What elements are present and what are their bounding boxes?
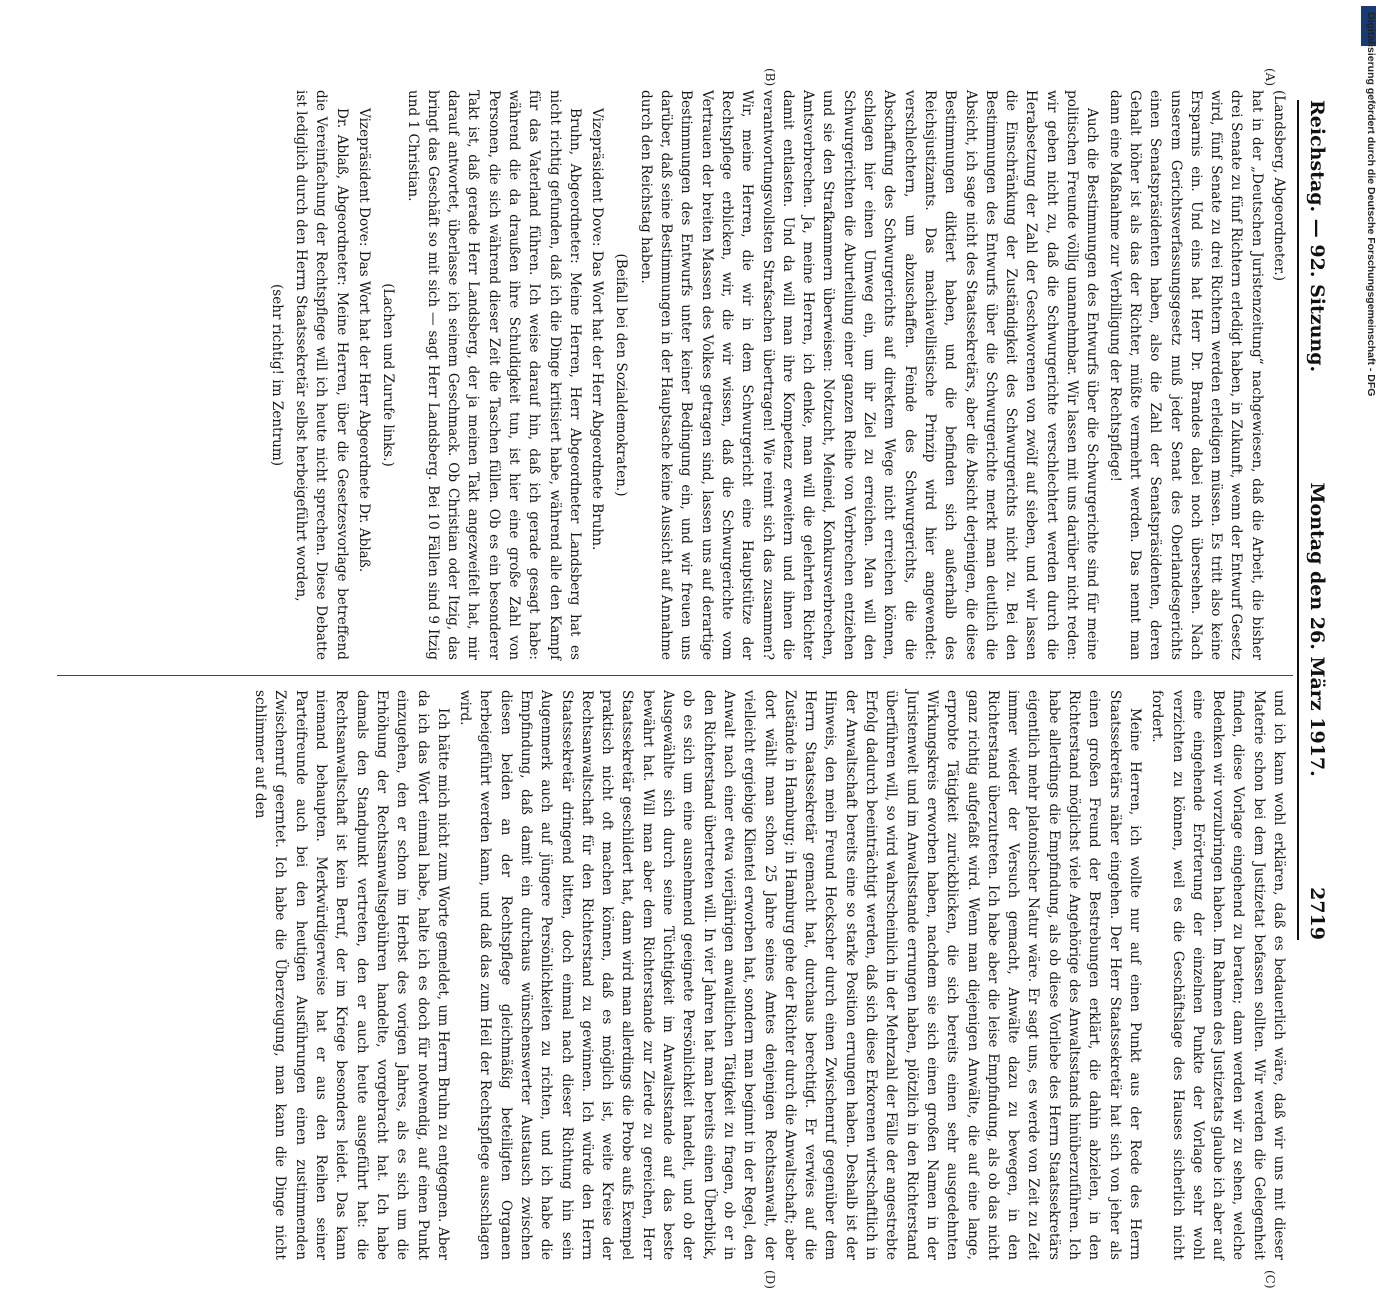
- paragraph: Meine Herren, ich wollte nur auf einen Punkt aus der Rede des Herrn Staatssekretärs näher eingehen. Der Herr Staatssekretär hat sich von jeher als einen großen Freund der Bestrebungen erklärt, die dahin abzielen, in den Richterstand möglichst viele Angehörige des Anwaltsstands hinüberzuführen. Ich habe allerdings die Empfindung, als ob diese Vorliebe des Herrn Staatssekretärs eigentlich mehr platonischer Natur wäre. Er sagt uns, es werde von Zeit zu Zeit immer wieder der Versuch gemacht, Anwälte dazu zu bewegen, in den Richterstand überzutreten. Ich habe aber die leise Empfindung, als ob das nicht ganz richtig aufgefaßt wird. Wenn man diejenigen Anwälte, die auf eine lange, erprobte Tätigkeit zurückblicken, die sich bereits einen sehr ausgedehnten Wirkungskreis erworben haben, nachdem sie sich einen großen Namen in der Juristenwelt und im Anwaltsstande errungen haben, plötzlich in den Richterstand überführen will, so wird wahrscheinlich in der Mehrzahl der Fälle der angestrebte Erfolg dadurch beeinträchtigt werden, daß sich diese Erkorenen wirtschaftlich in der Anwaltschaft bereits eine so starke Position errungen haben. Deshalb ist der Hinweis, den mein Freund Heckscher durch einen Zwischenruf gegenüber dem Herrn Staatssekretär gemacht hat, durchaus berechtigt. Er verwies auf die Zustände in Hamburg; in Hamburg gehe der Richter durch die Anwaltschaft; aber dort wählt man schon 25 Jahre seines Amtes denjenigen Rechtsanwalt, der vielleicht ergiebige Klientel erworben hat, sondern man beginnt in der Regel, den Anwalt nach einer etwa vierjährigen anwaltlichen Tätigkeit zu fragen, ob er in den Richterstand übertreten will. In vier Jahren hat man bereits einen Überblick, ob es sich um eine ausnehmend geeignete Persönlichkeit handelt, und ob der Ausgewählte sich durch seine Tüchtigkeit im Anwaltsstande auf das beste bewährt hat. Will man aber dem Richterstande zur Zierde zu gereichen, Herr Staatssekretär geschildert hat, dann wird man allerdings die Probe aufs Exempel praktisch nicht oft machen können, daß es möglich ist, weite Kreise der Rechtsanwaltschaft für den Richterstand zu gewinnen. Ich würde den Herrn Staatssekretär dringend bitten, doch einmal nach dieser Richtung hin sein Augenmerk auch auf jüngere Persönlichkeiten zu richten, und ich habe die Empfindung, daß damit ein durchaus wünschenswerter Austausch zwischen diesen beiden an der Rechtspflege gleichmäßig beteiligten Organen herbeigeführt werden kann, und daß das zum Heil der Rechtspflege ausschlagen wird.: [456, 690, 1143, 1260]
- interjection: (Beifall bei den Sozialdemokraten.): [613, 253, 629, 497]
- margin-letter-d: (D): [762, 1270, 777, 1289]
- funding-note: Digitalisierung gefördert durch die Deutsche Forschungsgemeinschaft - DFG: [1365, 12, 1377, 397]
- speech-bruhn: Bruhn, Abgeordneter: Meine Herren, Herr Abgeordneter Landsberg hat es nicht richtig gefunden, daß ich die Dinge kritisiert habe, während alle den Kampf für das Vaterland führen. Ich weise darauf hin, daß ich gerade gesagt habe: während die da draußen ihre Schuldigkeit tun, ist hier eine große Zahl von Personen, die sich während dieser Zeit die Taschen füllen. Ob es ein besonderer Takt ist, daß gerade Herr Landsberg, der ja meinen Takt angezweifelt hat, mir darauf antwortet, überlasse ich seinem Geschmack. Ob Christian oder Itzig, das bringt das Geschäft so mit sich — sagt Herr Landsberg. Bei 10 Fällen sind 9 Itzig und 1 Christian.: [404, 90, 583, 660]
- paragraph: und ich kann wohl erklären, daß es bedauerlich wäre, daß wir uns mit dieser Materie schon bei dem Justizetat befassen sollten. Wir werden die Gelegenheit finden, diese Vorlage eingehend zu beraten; dann werden wir zu sehen, welche Bedenken wir vorzubringen haben. Im Rahmen des Justizetats glaube ich aber auf eine eingehende Erörterung der einzelnen Punkte der Vorlage sehr wohl verzichten zu können, weil es die Geschäftslage des Hauses sicherlich nicht fordert.: [1148, 690, 1287, 1260]
- paragraph: Auch die Bestimmungen des Entwurfs über die Schwurgerichte sind für meine politischen Freunde völlig unannehmbar. Wir lassen mit uns darüber nicht reden: wir geben nicht zu, daß die Schwurgerichte verschlechtert werden durch die Herabsetzung der Zahl der Geschworenen von zwölf auf sieben, und wir lassen die Einschränkung der Zuständigkeit des Schwurgerichts nicht zu. Bei den Bestimmungen des Entwurfs über die Schwurgerichte merkt man deutlich die Absicht, ich sage nicht des Staatssekretärs, aber die Absicht derjenigen, die diese Bestimmungen diktiert haben, und die befinden sich außerhalb des Reichsjustizamts. Das machiavellistische Prinzip wird hier angewendet: verschlechtern, um abzuschaffen. Feinde des Schwurgerichts, die die Abschaffung des Schwurgerichts auf direktem Wege nicht erreichen können, schlagen hier einen Umweg ein, um ihr Ziel zu erreichen. Man will den Schwurgerichten die Aburteilung einer ganzen Reihe von Verbrechen entziehen und sie den Strafkammern überweisen: Notzucht, Meineid, Konkursverbrechen, Amtsverbrechen. Ja, meine Herren, ich denke, man will die gelehrten Richter damit entlasten. Und da will man ihre Kompetenz erweitern und ihnen die verantwortungsvollsten Strafsachen übertragen! Wie reimt sich das zusammen? Wir, meine Herren, die wir in dem Schwurgericht eine Hauptstütze der Rechtspflege erblicken, wir, die wir wissen, daß die Schwurgerichte vom Vertrauen der breiten Massen des Volkes getragen sind, lassen uns auf derartige Bestimmungen des Entwurfs unter keiner Bedingung ein, und wir freuen uns darüber, daß seine Bestimmungen in der Hauptsache keine Aussicht auf Annahme durch den Reichstag haben.: [637, 90, 1100, 660]
- column-divider: [57, 675, 1293, 676]
- left-column: [57, 90, 1289, 660]
- paragraph: Ich hätte mich nicht zum Worte gemeldet, um Herrn Bruhn zu entgegnen. Aber da ich das Wort einmal habe, halte ich es doch für notwendig, auf einen Punkt einzugehen, den er schon im Herbst des vorigen Jahres, als es sich um die Erhöhung der Rechtsanwaltsgebühren handelte, vorgebracht hat. Ich habe damals den Standpunkt vertreten, den er auch heute ausgeführt hat: die Rechtsanwaltschaft ist kein Beruf, der im Kriege besonders leidet. Das kann niemand behaupten. Merkwürdigerweise hat er aus den Reihen seiner Parteifreunde auch bei den heutigen Ausführungen einen zustimmenden Zwischenruf geerntet. Ich habe die Überzeugung, man kann die Dinge nicht schlimmer auf den: [251, 690, 451, 1260]
- page-number: 2719: [1305, 887, 1328, 940]
- paragraph: hat in der „Deutschen Juristenzeitung“ nachgewiesen, daß die Arbeit, die bisher drei Senate zu fünf Richtern erledigt haben, in Zukunft, wenn der Entwurf Gesetz wird, fünf Senate zu drei Richtern werden erledigen müssen. Es tritt also keine Ersparnis ein. Und eins hat Herr Dr. Brandes dabei noch übersehen. Nach unserem Gerichtsverfassungsgesetz muß jeder Senat des Oberlandesgerichts einen Senatspräsidenten haben, also die Zahl der Senatspräsidenten, deren Gehalt höher ist als das der Richter, müßte vermehrt werden. Das nennt man dann eine Maßnahme zur Verbilligung der Rechtspflege!: [1106, 90, 1265, 660]
- interjection: (Lachen und Zurufe links.): [379, 283, 396, 467]
- speaker-tag: (Landsberg, Abgeordneter.): [1270, 90, 1287, 282]
- scanned-page: [47, 30, 1337, 1289]
- margin-letter-a: (A): [1262, 68, 1277, 87]
- margin-letter-c: (C): [1262, 1270, 1277, 1289]
- header-rule: [1297, 100, 1299, 940]
- right-column: [57, 690, 1289, 1260]
- interjection: (sehr richtig! im Zentrum): [268, 283, 285, 467]
- funding-sidebar: [1353, 0, 1383, 1000]
- speech-ablass: Dr. Ablaß, Abgeordneter: Meine Herren, über die Gesetzesvorlage betreffend die Vereinfachung der Rechtspflege will ich heute nicht sprechen. Diese Debatte ist lediglich durch den Herrn Staatssekretär selbst herbeigeführt worden,: [292, 90, 350, 660]
- president-remark: Vizepräsident Dove: Das Wort hat der Herr Abgeordnete Dr. Ablaß.: [355, 108, 372, 573]
- margin-letter-b: (B): [762, 68, 777, 87]
- page-content: [47, 30, 1337, 1289]
- header-center: Montag den 26. März 1917.: [1305, 482, 1328, 777]
- president-remark: Vizepräsident Dove: Das Wort hat der Herr Abgeordnete Bruhn.: [588, 108, 605, 551]
- page-header: [1303, 100, 1331, 940]
- header-left: Reichstag. — 92. Sitzung.: [1305, 100, 1328, 373]
